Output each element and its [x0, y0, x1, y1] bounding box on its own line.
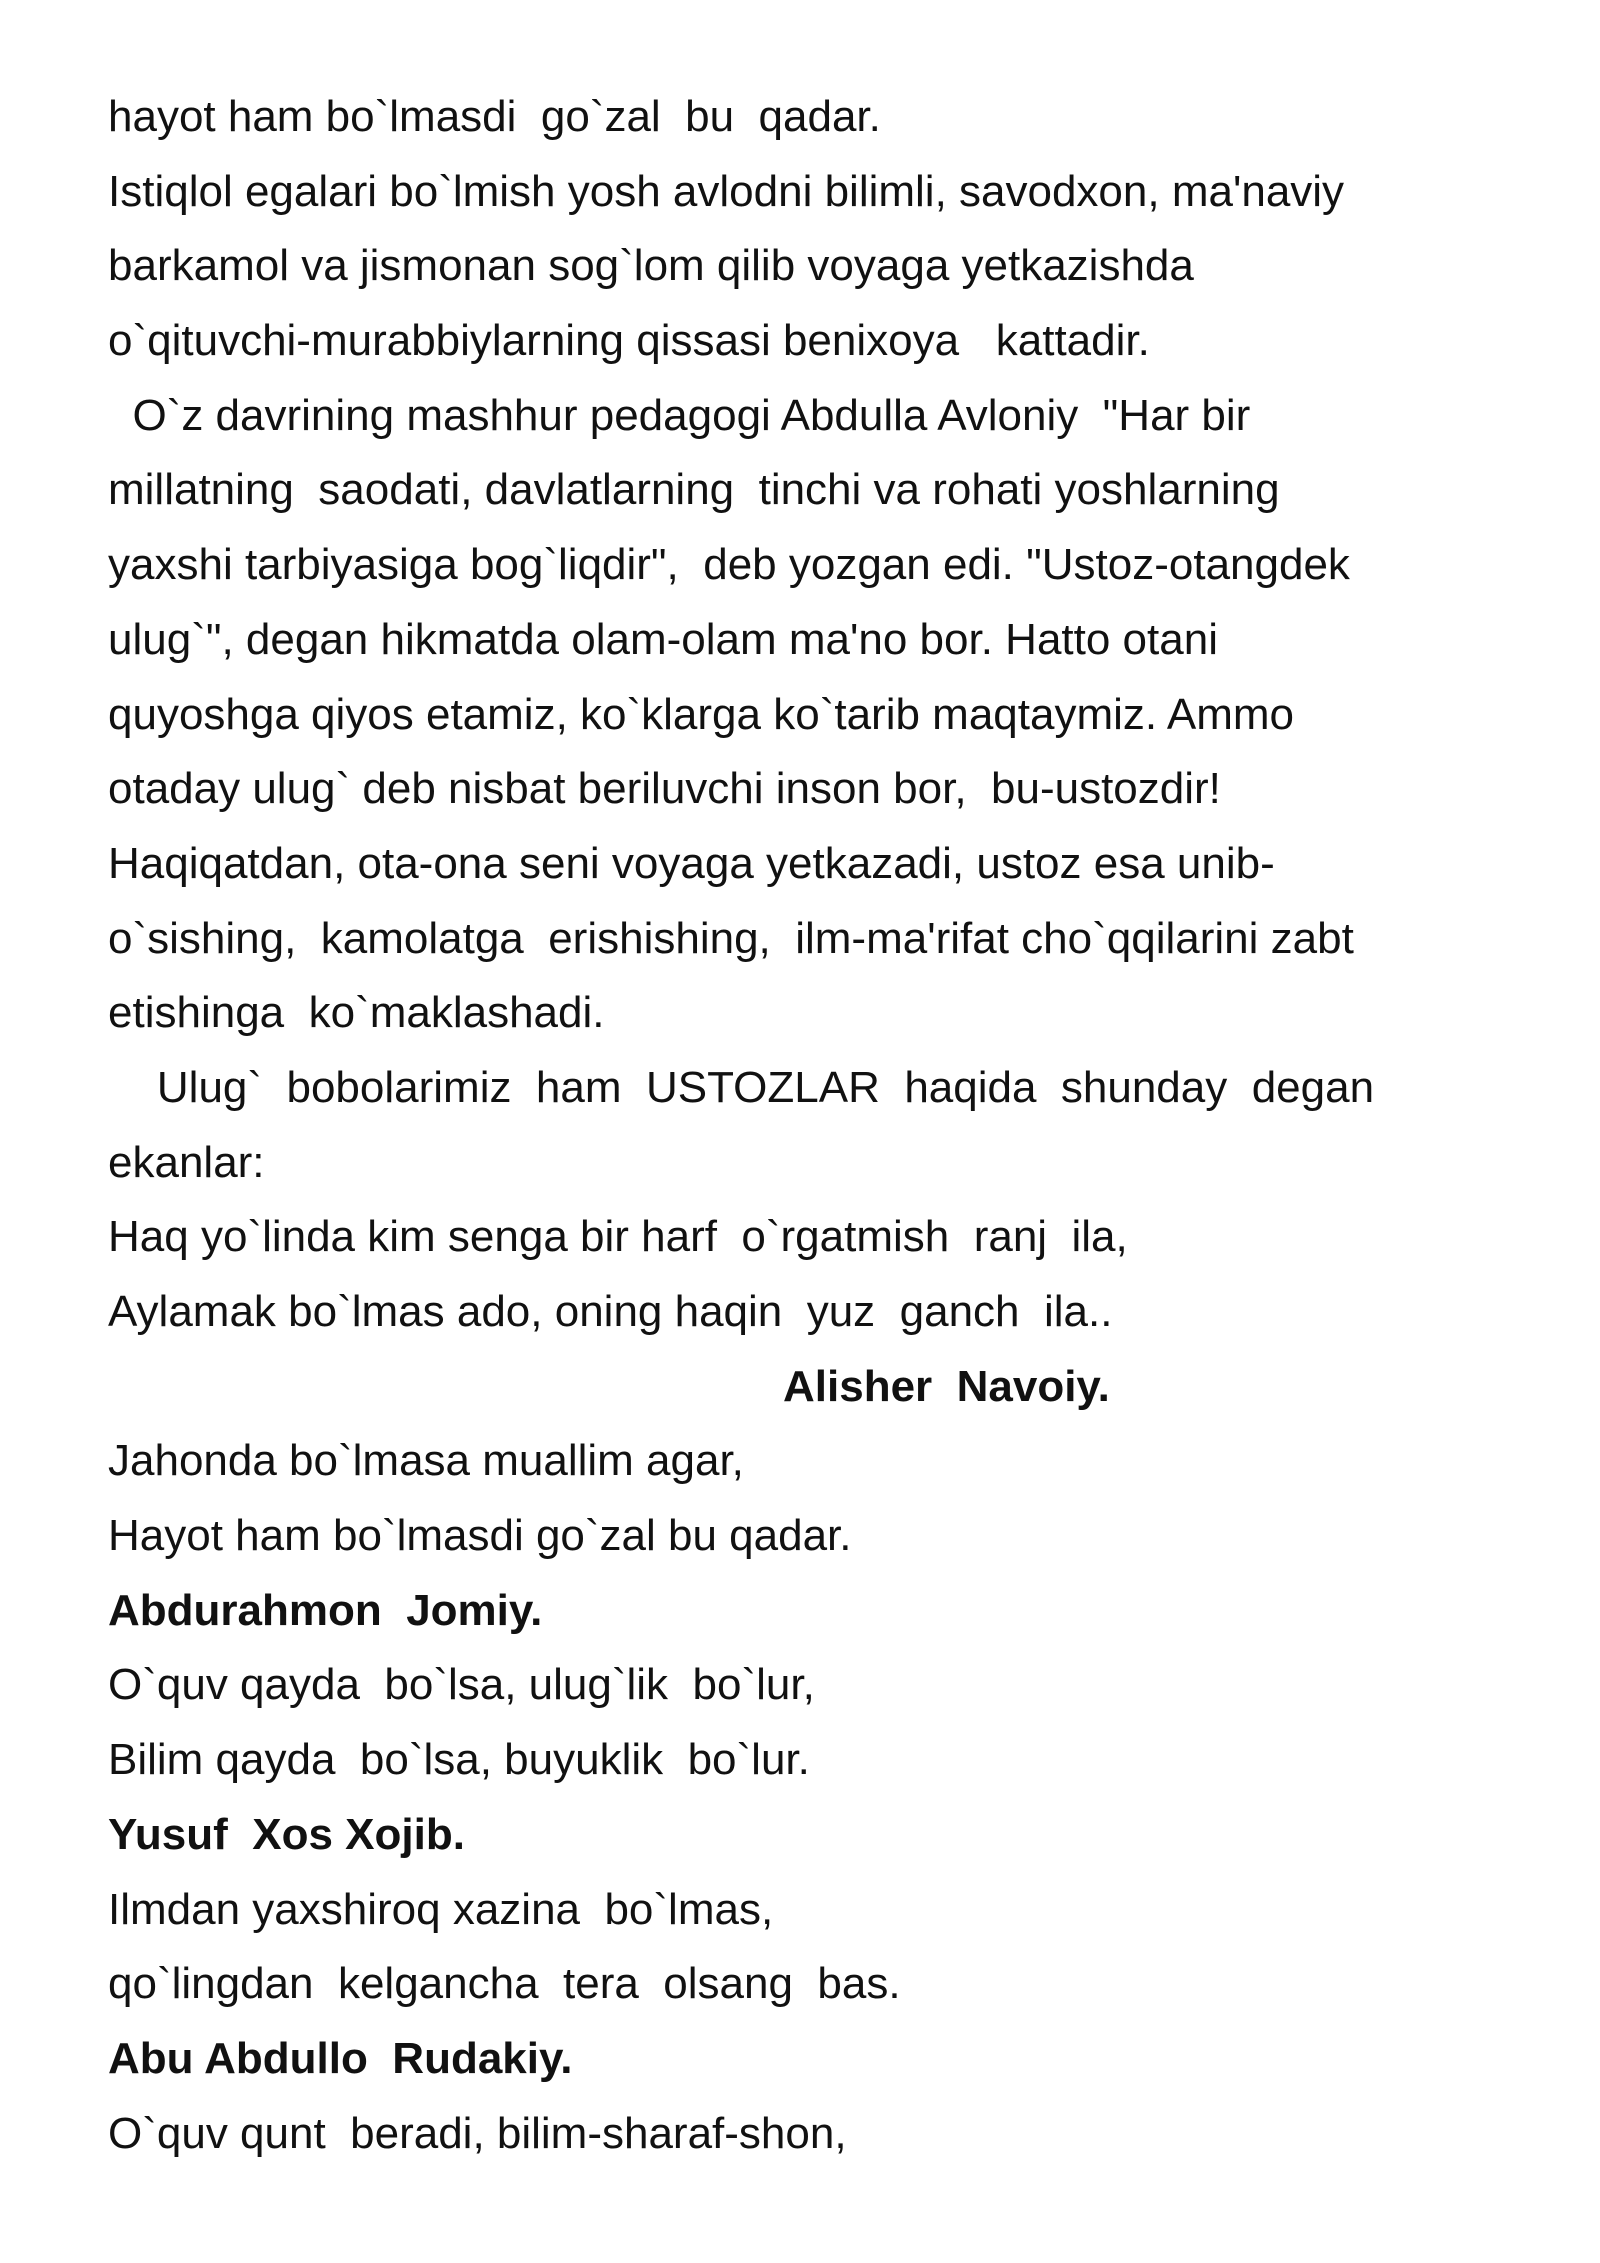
poem-line: Jahonda bo`lmasa muallim agar,	[108, 1436, 744, 1486]
text-line: hayot ham bo`lmasdi go`zal bu qadar.	[108, 92, 881, 141]
text-line: Haqiqatdan, ota-ona seni voyaga yetkazadi, ustoz esa unib-	[108, 838, 1275, 888]
text-line: ulug`", degan hikmatda olam-olam ma'no bor. Hatto otani	[108, 614, 1218, 664]
text-line: o`qituvchi-murabbiylarning qissasi benixoya kattadir.	[108, 316, 1150, 366]
author-attribution: Abu Abdullo Rudakiy.	[108, 2033, 573, 2083]
text-line: etishinga ko`maklashadi.	[108, 988, 605, 1038]
text-line: Istiqlol egalari bo`lmish yosh avlodni bilimli, savodxon, ma'naviy	[108, 166, 1345, 216]
text-line: O`z davrining mashhur pedagogi Abdulla Avloniy "Har bir	[108, 390, 1251, 440]
author-attribution: Alisher Navoiy.	[783, 1361, 1110, 1411]
poem-line: O`quv qunt beradi, bilim-sharaf-shon,	[108, 2108, 847, 2158]
text-line: ekanlar:	[108, 1137, 265, 1187]
text-line: millatning saodati, davlatlarning tinchi va rohati yoshlarning	[108, 465, 1280, 515]
author-attribution: Yusuf Xos Xojib.	[108, 1809, 465, 1859]
text-line: yaxshi tarbiyasiga bog`liqdir", deb yozgan edi. "Ustoz-otangdek	[108, 540, 1350, 590]
text-line: barkamol va jismonan sog`lom qilib voyaga yetkazishda	[108, 241, 1194, 291]
author-attribution: Abdurahmon Jomiy.	[108, 1585, 543, 1635]
text-line: o`sishing, kamolatga erishishing, ilm-ma'rifat cho`qqilarini zabt	[108, 913, 1354, 963]
poem-line: qo`lingdan kelgancha tera olsang bas.	[108, 1959, 901, 2009]
poem-line: Hayot ham bo`lmasdi go`zal bu qadar.	[108, 1511, 852, 1561]
poem-line: Haq yo`linda kim senga bir harf o`rgatmish ranj ila,	[108, 1212, 1128, 1262]
poem-line: Ilmdan yaxshiroq xazina bo`lmas,	[108, 1884, 774, 1934]
text-line: otaday ulug` deb nisbat beriluvchi inson bor, bu-ustozdir!	[108, 764, 1221, 814]
text-line: Ulug` bobolarimiz ham USTOZLAR haqida shunday degan	[108, 1062, 1375, 1112]
poem-line: Bilim qayda bo`lsa, buyuklik bo`lur.	[108, 1735, 810, 1785]
document-body	[108, 80, 1508, 2171]
poem-line: Aylamak bo`lmas ado, oning haqin yuz ganch ila..	[108, 1287, 1113, 1336]
text-line: quyoshga qiyos etamiz, ko`klarga ko`tarib maqtaymiz. Ammo	[108, 689, 1295, 739]
poem-line: O`quv qayda bo`lsa, ulug`lik bo`lur,	[108, 1660, 815, 1710]
